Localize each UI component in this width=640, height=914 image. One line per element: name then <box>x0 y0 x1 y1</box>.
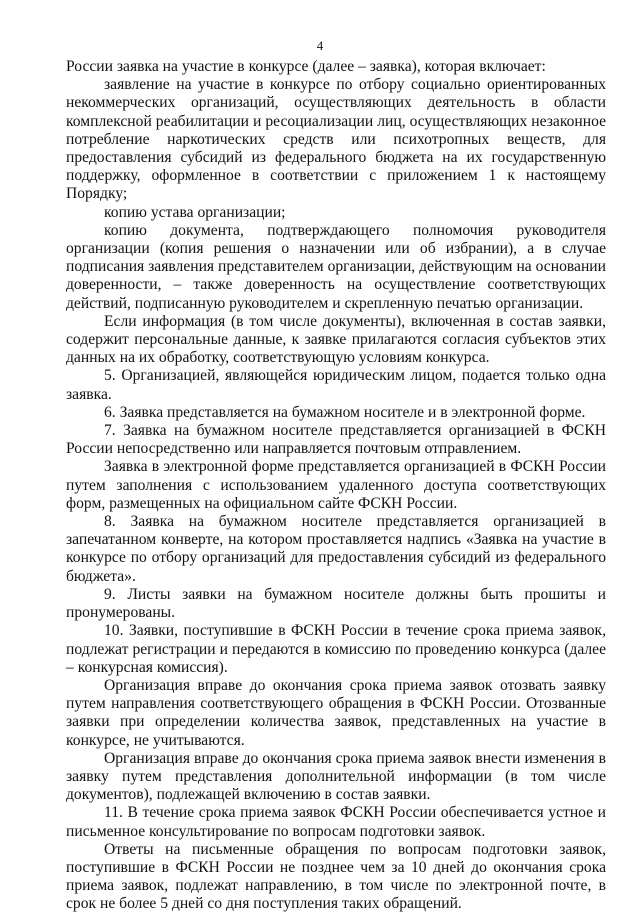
page-number: 4 <box>316 38 324 53</box>
paragraph-amendments: Организация вправе до окончания срока приема заявок внести изменения в заявку путем представления дополнительной информации (в том числе документов), подлежащей включению в состав заявки. <box>66 749 606 804</box>
paragraph-withdrawal: Организация вправе до окончания срока приема заявок отозвать заявку путем направления соответствующего обращения в ФСКН России. Отозванные заявки при определении количества заявок, представленных на участие в конкурсе, не учитываются. <box>66 676 606 749</box>
paragraph-item-7: 7. Заявка на бумажном носителе представляется организацией в ФСКН России непосредственно или направляется почтовым отправлением. <box>66 422 606 458</box>
paragraph-application-statement: заявление на участие в конкурсе по отбору социально ориентированных некоммерческих организаций, осуществляющих деятельность в области комплексной реабилитации и ресоциализации лиц, осуществляющих незаконное потребление наркотических средств или психотропных веществ, для предоставления субсидий из федерального бюджета на их государственную поддержку, оформленное в соответствии с приложением 1 к настоящему Порядку; <box>66 76 606 203</box>
paragraph-item-8: 8. Заявка на бумажном носителе представляется организацией в запечатанном конверте, на котором проставляется надпись «Заявка на участие в конкурсе по отбору организаций для предоставления субсидий из федерального бюджета». <box>66 513 606 585</box>
paragraph-item-9: 9. Листы заявки на бумажном носителе должны быть прошиты и пронумерованы. <box>66 585 606 622</box>
document-body <box>66 58 606 914</box>
paragraph-charter-copy: копию устава организации; <box>104 203 286 221</box>
paragraph-continuation: России заявка на участие в конкурсе (далее – заявка), которая включает: <box>66 58 546 75</box>
paragraph-electronic-form: Заявка в электронной форме представляется организацией в ФСКН России путем заполнения с использованием удаленного доступа соответствующих форм, размещенных на официальном сайте ФСКН России. <box>66 458 606 512</box>
paragraph-personal-data: Если информация (в том числе документы), включенная в состав заявки, содержит персональные данные, к заявке прилагаются согласия субъектов этих данных на их обработку, соответствующую условиям конкурса. <box>66 312 606 367</box>
paragraph-authority-document: копию документа, подтверждающего полномочия руководителя организации (копия решения о назначении или об избрании), а в случае подписания заявления представителем организации, действующим на основании доверенности, – также доверенность на осуществление соответствующих действий, подписанную руководителем и скрепленную печатью организации. <box>66 221 606 312</box>
paragraph-item-6: 6. Заявка представляется на бумажном носителе и в электронной форме. <box>104 403 586 421</box>
paragraph-item-11: 11. В течение срока приема заявок ФСКН России обеспечивается устное и письменное консультирование по вопросам подготовки заявок. <box>66 804 606 840</box>
paragraph-answers: Ответы на письменные обращения по вопросам подготовки заявок, поступившие в ФСКН России не позднее чем за 10 дней до окончания срока приема заявок, подлежат направлению, в том числе по электронной почте, в срок не более 5 дней со дня поступления таких обращений. <box>66 840 606 913</box>
paragraph-item-10: 10. Заявки, поступившие в ФСКН России в течение срока приема заявок, подлежат регистрации и передаются в комиссию по проведению конкурса (далее – конкурсная комиссия). <box>66 622 606 676</box>
paragraph-item-5: 5. Организацией, являющейся юридическим лицом, подается только одна заявка. <box>66 367 606 403</box>
